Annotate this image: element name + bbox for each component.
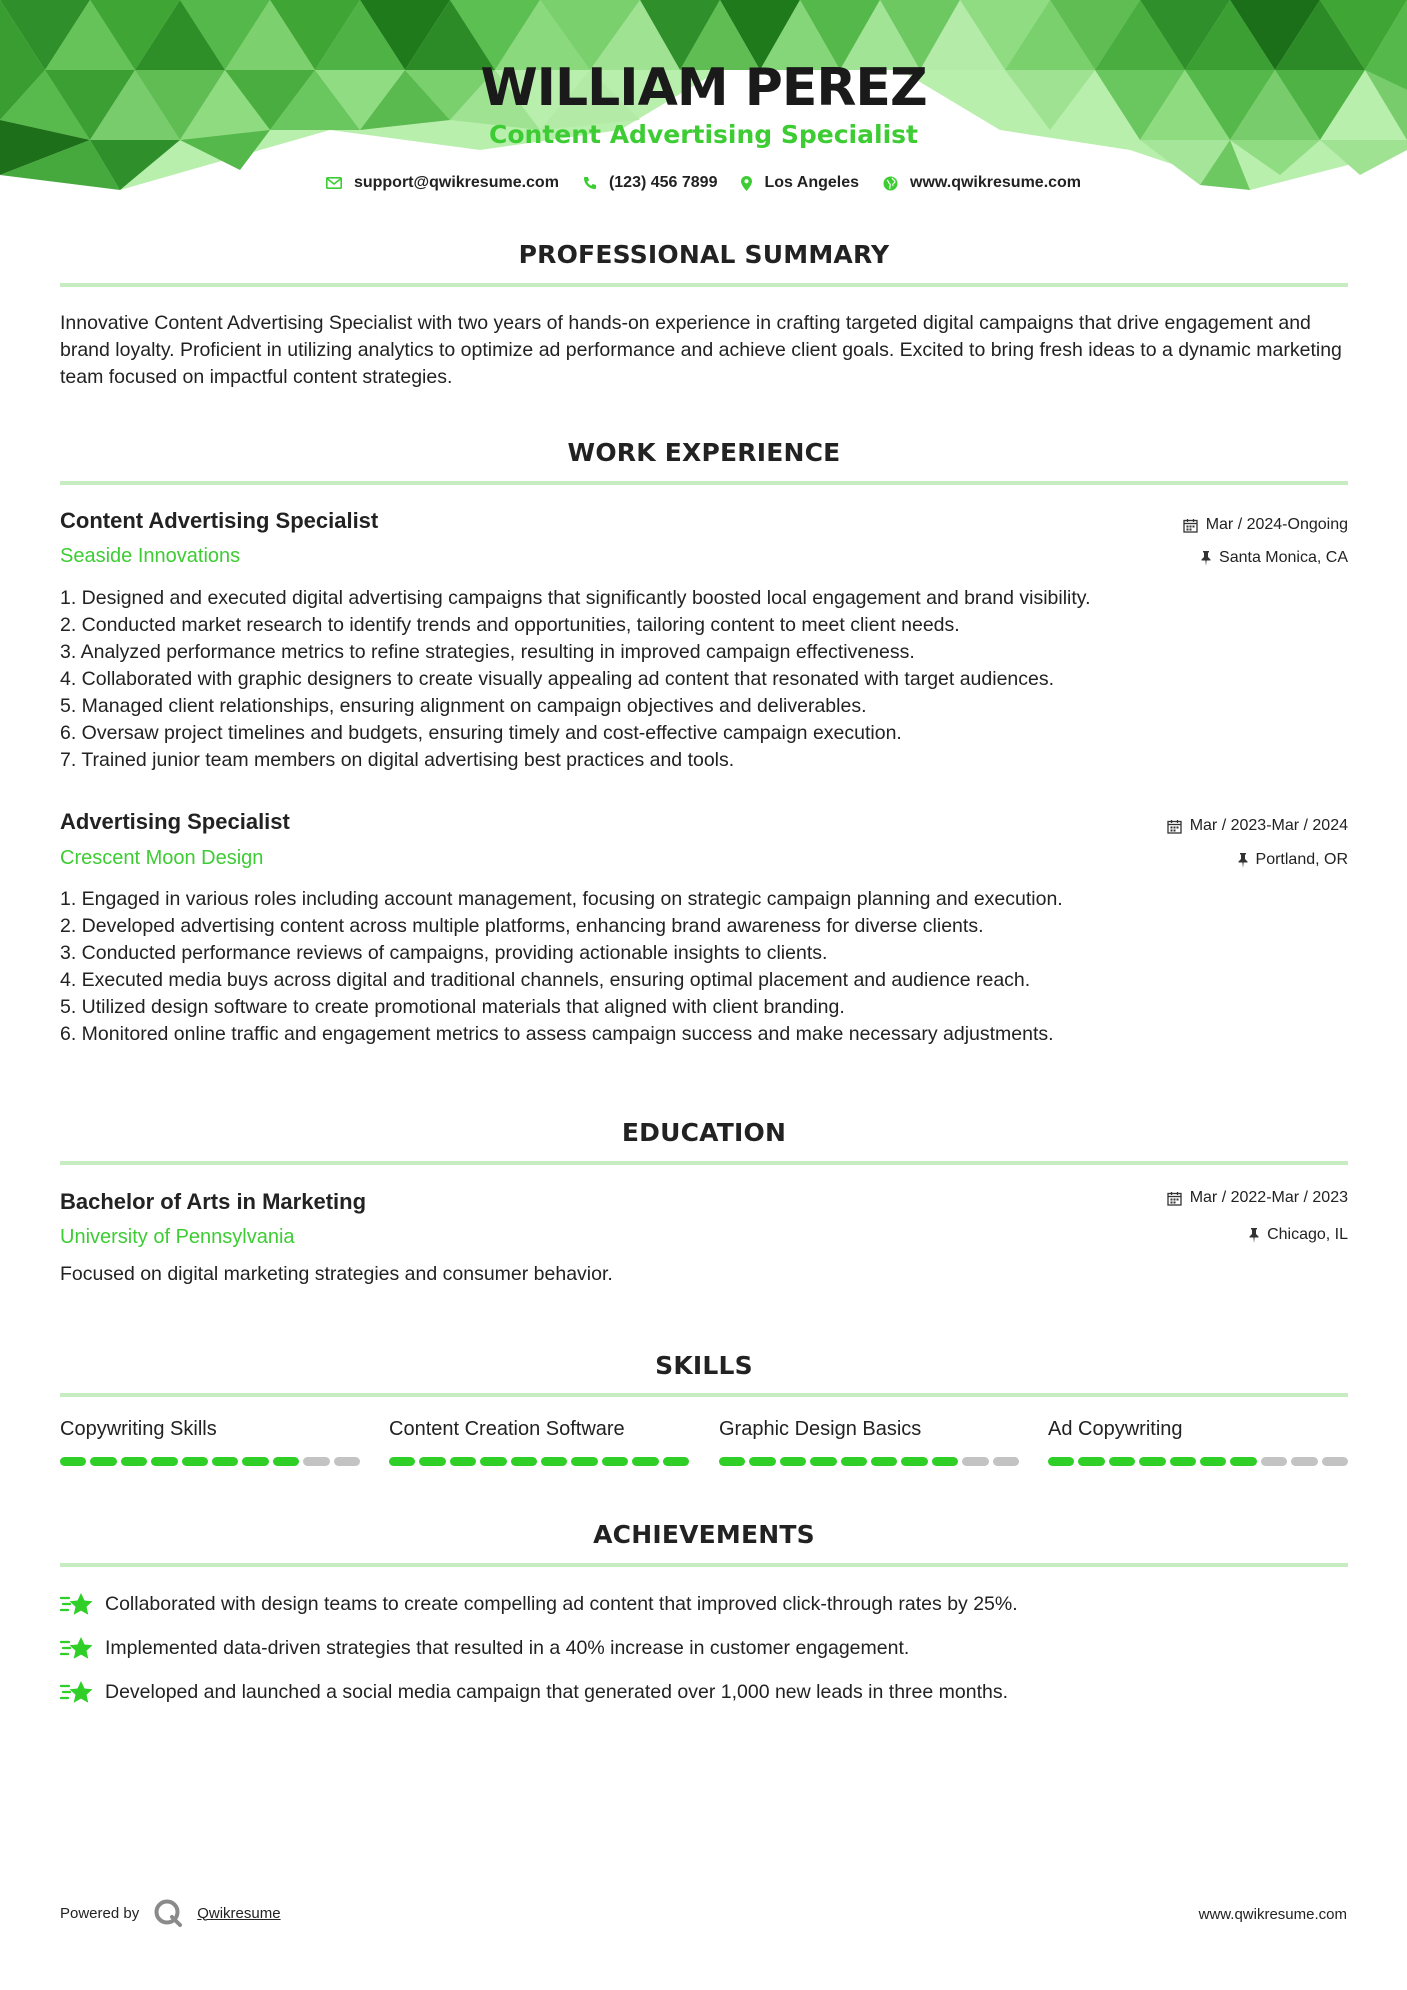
skill-item — [389, 1418, 689, 1466]
contact-location — [741, 174, 859, 192]
shooting-star-icon — [60, 1678, 93, 1706]
list-item: 1. Engaged in various roles including account management, focusing on strategic campaign planning and execution. — [60, 888, 1063, 910]
shooting-star-icon — [60, 1634, 93, 1662]
skill-level-segment — [541, 1457, 567, 1466]
contact-website-text: www.qwikresume.com — [910, 174, 1082, 191]
pin-icon — [1201, 551, 1211, 566]
experience-divider — [60, 481, 1348, 485]
list-item: 4. Executed media buys across digital and traditional channels, ensuring optimal placement and audience reach. — [60, 969, 1031, 991]
footer-powered-by — [60, 1898, 281, 1928]
experience-heading: WORK EXPERIENCE — [567, 438, 841, 467]
skill-level-segment — [1170, 1457, 1196, 1466]
pin-icon — [1238, 853, 1248, 868]
skill-level-segment — [780, 1457, 806, 1466]
skill-name: Copywriting Skills — [60, 1418, 217, 1440]
skill-level-segment — [749, 1457, 775, 1466]
skill-name: Graphic Design Basics — [719, 1418, 922, 1440]
contact-phone[interactable] — [583, 174, 718, 192]
job-location — [1201, 549, 1348, 567]
skill-level-segment — [602, 1457, 628, 1466]
envelope-icon — [326, 177, 342, 189]
skill-level-bar — [60, 1457, 360, 1466]
skill-level-segment — [663, 1457, 689, 1466]
globe-icon — [883, 176, 898, 191]
skill-name: Ad Copywriting — [1048, 1418, 1183, 1440]
qwikresume-logo-icon — [153, 1898, 183, 1928]
skill-level-segment — [632, 1457, 658, 1466]
contact-email-text: support@qwikresume.com — [353, 174, 559, 191]
skill-item — [719, 1418, 1019, 1466]
job-title: Advertising Specialist — [60, 809, 290, 834]
summary-divider — [60, 283, 1348, 287]
list-item: 6. Oversaw project timelines and budgets, ensuring timely and cost-effective campaign execution. — [60, 722, 902, 744]
skill-level-segment — [121, 1457, 147, 1466]
calendar-icon — [1167, 1191, 1182, 1206]
skill-level-segment — [242, 1457, 268, 1466]
skill-level-segment — [962, 1457, 988, 1466]
skill-level-segment — [389, 1457, 415, 1466]
list-item: 2. Developed advertising content across multiple platforms, enhancing brand awareness for diverse clients. — [60, 915, 984, 937]
skill-level-segment — [810, 1457, 836, 1466]
job-location-text: Santa Monica, CA — [1219, 549, 1348, 566]
skill-level-segment — [60, 1457, 86, 1466]
list-item: 6. Monitored online traffic and engagement metrics to assess campaign success and make necessary adjustments. — [60, 1023, 1054, 1045]
skill-level-segment — [273, 1457, 299, 1466]
summary-heading: PROFESSIONAL SUMMARY — [518, 240, 890, 269]
skill-level-segment — [993, 1457, 1019, 1466]
list-item: 2. Conducted market research to identify trends and opportunities, tailoring content to meet client needs. — [60, 614, 960, 636]
job-dates-text: Mar / 2024-Ongoing — [1205, 516, 1348, 533]
skill-name: Content Creation Software — [389, 1418, 625, 1440]
skill-level-segment — [1322, 1457, 1348, 1466]
skill-level-segment — [1139, 1457, 1165, 1466]
achievements-heading: ACHIEVEMENTS — [593, 1520, 815, 1549]
list-item: 3. Analyzed performance metrics to refine strategies, resulting in improved campaign effectiveness. — [60, 641, 915, 663]
skill-level-segment — [1109, 1457, 1135, 1466]
skill-level-segment — [419, 1457, 445, 1466]
skill-level-segment — [334, 1457, 360, 1466]
calendar-icon — [1167, 819, 1182, 834]
achievements-divider — [60, 1563, 1348, 1567]
summary-text: Innovative Content Advertising Specialist with two years of hands-on experience in crafting targeted digital campaigns that drive engagement and brand loyalty. Proficient in utilizing analytics to optimize ad performance and achieve client goals. Excited to bring fresh ideas to a dynamic marketing team focused on impactful content strategies. — [60, 312, 1342, 388]
education-location — [1249, 1226, 1348, 1244]
skill-level-segment — [90, 1457, 116, 1466]
skill-level-segment — [571, 1457, 597, 1466]
education-dates-text: Mar / 2022-Mar / 2023 — [1189, 1189, 1348, 1206]
list-item: 7. Trained junior team members on digital advertising best practices and tools. — [60, 749, 735, 771]
education-description: Focused on digital marketing strategies and consumer behavior. — [60, 1263, 613, 1285]
list-item: 1. Designed and executed digital advertising campaigns that significantly boosted local engagement and brand visibility. — [60, 587, 1091, 609]
skill-level-segment — [1261, 1457, 1287, 1466]
job-location — [1238, 851, 1348, 869]
education-dates — [1167, 1189, 1348, 1207]
list-item: 5. Utilized design software to create promotional materials that aligned with client branding. — [60, 996, 845, 1018]
list-item: 4. Collaborated with graphic designers to create visually appealing ad content that resonated with target audiences. — [60, 668, 1055, 690]
qwikresume-link[interactable]: Qwikresume — [197, 1904, 281, 1922]
phone-icon — [583, 176, 597, 190]
pin-icon — [1249, 1228, 1259, 1243]
candidate-name: WILLIAM PEREZ — [480, 58, 927, 118]
shooting-star-icon — [60, 1590, 93, 1618]
skill-level-segment — [303, 1457, 329, 1466]
school-name: University of Pennsylvania — [60, 1226, 295, 1248]
skill-level-segment — [841, 1457, 867, 1466]
job-bullets — [60, 886, 1348, 1048]
skill-level-segment — [511, 1457, 537, 1466]
achievement-text: Implemented data-driven strategies that resulted in a 40% increase in customer engagement. — [105, 1636, 910, 1659]
contact-location-text: Los Angeles — [764, 174, 860, 191]
skill-level-segment — [1048, 1457, 1074, 1466]
calendar-icon — [1183, 518, 1198, 533]
powered-by-text: Powered by — [60, 1904, 140, 1922]
degree-title: Bachelor of Arts in Marketing — [60, 1189, 367, 1214]
skill-level-segment — [212, 1457, 238, 1466]
skill-level-segment — [1078, 1457, 1104, 1466]
skill-level-bar — [719, 1457, 1019, 1466]
contact-website[interactable] — [883, 174, 1081, 192]
list-item: 3. Conducted performance reviews of campaigns, providing actionable insights to clients. — [60, 942, 828, 964]
footer-website[interactable]: www.qwikresume.com — [1198, 1906, 1347, 1923]
skill-item — [60, 1418, 360, 1466]
achievement-text: Developed and launched a social media campaign that generated over 1,000 new leads in three months. — [105, 1680, 1009, 1703]
job-bullets — [60, 585, 1348, 774]
job-dates-text: Mar / 2023-Mar / 2024 — [1189, 817, 1348, 834]
skill-level-segment — [901, 1457, 927, 1466]
job-company: Crescent Moon Design — [60, 847, 264, 869]
skill-level-segment — [1230, 1457, 1256, 1466]
achievement-item — [60, 1634, 909, 1662]
skill-level-segment — [871, 1457, 897, 1466]
contact-email[interactable] — [326, 174, 559, 192]
skill-level-segment — [450, 1457, 476, 1466]
achievement-text: Collaborated with design teams to create compelling ad content that improved click-through rates by 25%. — [105, 1592, 1018, 1615]
achievement-item — [60, 1590, 1018, 1618]
skill-level-segment — [1200, 1457, 1226, 1466]
job-location-text: Portland, OR — [1255, 851, 1348, 868]
skill-level-bar — [389, 1457, 689, 1466]
skill-level-segment — [480, 1457, 506, 1466]
skill-level-segment — [932, 1457, 958, 1466]
candidate-title: Content Advertising Specialist — [489, 120, 918, 149]
list-item: 5. Managed client relationships, ensuring alignment on campaign objectives and deliverables. — [60, 695, 867, 717]
skills-divider — [60, 1393, 1348, 1397]
skill-item — [1048, 1418, 1348, 1466]
job-dates — [1167, 817, 1348, 835]
job-company: Seaside Innovations — [60, 545, 241, 567]
contact-phone-text: (123) 456 7899 — [608, 174, 718, 191]
skills-heading: SKILLS — [655, 1351, 753, 1380]
skill-level-segment — [151, 1457, 177, 1466]
job-title: Content Advertising Specialist — [60, 508, 379, 533]
education-heading: EDUCATION — [621, 1118, 787, 1147]
skill-level-segment — [719, 1457, 745, 1466]
job-dates — [1183, 516, 1348, 534]
skill-level-segment — [1291, 1457, 1317, 1466]
contact-bar — [0, 174, 1407, 192]
skill-level-bar — [1048, 1457, 1348, 1466]
achievement-item — [60, 1678, 1008, 1706]
education-location-text: Chicago, IL — [1267, 1226, 1348, 1243]
education-divider — [60, 1161, 1348, 1165]
skill-level-segment — [182, 1457, 208, 1466]
map-marker-icon — [741, 176, 752, 191]
